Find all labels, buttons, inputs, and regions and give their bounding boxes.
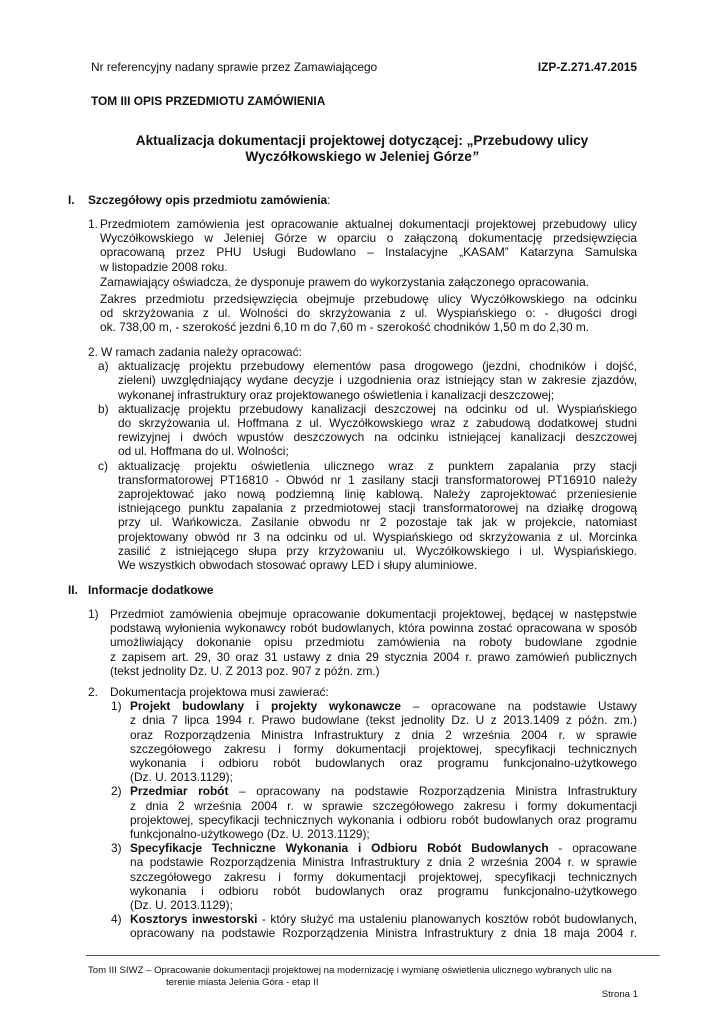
text-line [130,699,637,713]
text-line: opracowany na podstawie Rozporządzenia Ministra Infrastruktury z dnia 18 maja 2004 r. [130,926,637,941]
text-line: podstawą wyłonienia wykonawcy robót budowlanych, która powinna zostać opracowana w sposób [110,621,637,636]
text-line: z zapisem art. 29, 30 oraz 31 ustawy z dnia 29 stycznia 2004 r. prawo zamówień publicznych [110,649,637,664]
text-line: szczegółowego zakresu i formy dokumentacji projektowej, specyfikacji technicznych [130,741,637,756]
section-2-item-2 [110,685,637,699]
document-title-line1: Aktualizacja dokumentacji projektowej dotyczącej: „Przebudowy ulicy [135,133,589,148]
list-number: 2. [88,685,98,699]
text-line: wykonania i odbioru robót budowlanych oraz programu funkcjonalno-użytkowego [130,755,637,770]
section-2-item-1 [110,607,637,678]
text-line: od skrzyżowania z ul. Wolności do skrzyżowania z ul. Wyspiańskiego o: - długości drogi [100,306,637,321]
volume-title: TOM III OPIS PRZEDMIOTU ZAMÓWIENIA [91,94,326,108]
section-2-heading: Informacje dodatkowe [88,583,214,597]
text-line: przy ul. Wańkowicza. Zasilanie obwodu nr 2 pozostaje tak jak w projekcie, natomiast [118,515,637,530]
text-line: (Dz. U. 2013.1129); [130,897,233,912]
section-1-item-2c [118,459,637,573]
section-2-sub-3 [130,841,637,912]
list-number: c) [98,458,108,473]
text-line: projektowej, specyfikacji technicznych wykonania i odbioru robót budowlanych oraz programu [130,812,637,827]
section-1-item-2b [118,402,637,459]
text-line: funkcjonalno-użytkowego (Dz. U. 2013.1129); [130,826,370,841]
text-line: aktualizację projektu przebudowy kanalizacji deszczowej na odcinku od ul. Wyspiańskiego [118,401,637,416]
text-line: (Dz. U. 2013.1129); [130,770,233,785]
footer-divider [86,955,660,956]
text-line [130,912,637,926]
footer-text-line1: Tom III SIWZ – Opracowanie dokumentacji projektowej na modernizację i wymianę oświetlenia ulicznego wybranych ulic na [88,965,612,976]
text-line [130,841,637,855]
text-line: zasilić z istniejącego słupa przy krzyżowaniu ul. Wyczółkowskiego i ul. Wyspiańskiego. [118,543,637,558]
section-1-number: I. [68,193,75,207]
text-line: We wszystkich obwodach stosować oprawy LED i słupy aluminiowe. [118,557,478,572]
bold-lead-text: Specyfikacje Techniczne Wykonania i Odbioru Robót Budowlanych [130,841,549,856]
text-line: Przedmiot zamówienia obejmuje opracowanie dokumentacji projektowej, będącej w następstwie [110,607,637,621]
section-2-sub-1 [130,699,637,784]
reference-label: Nr referencyjny nadany sprawie przez Zamawiającego [91,60,378,74]
text-line: wykonanej infrastruktury oraz projektowanego oświetlenia i kanalizacji deszczowej; [118,387,555,402]
text-line: Zamawiający oświadcza, że dysponuje prawem do wykorzystania załączonego opracowania. [100,275,590,289]
list-number: 1) [88,607,99,621]
text-line: od ul. Hoffmana do ul. Wolności; [118,444,289,459]
text-line: aktualizację projektu oświetlenia ulicznego wraz z punktem zapalania przy stacji [118,458,637,473]
list-number: a) [98,359,109,374]
text-line: rewizyjnej i dwóch wpustów deszczowych na odcinku istniejącej kanalizacji deszczowej [118,430,637,445]
list-number: 3) [111,841,122,856]
text-line: ok. 738,00 m, - szerokość jezdni 6,10 m do 7,60 m - szerokość chodników 1,50 m do 2,30 m. [100,320,590,335]
text-line: Dokumentacja projektowa musi zawierać: [110,685,329,699]
text-line: W ramach zadania należy opracować: [101,345,302,359]
section-1-scope [100,292,637,335]
bold-lead-text: Projekt budowlany i projekty wykonawcze [130,699,402,714]
section-2-sub-2 [130,784,637,841]
list-number: 1) [111,699,122,714]
text-line: szczegółowego zakresu i formy dokumentacji projektowej, specyfikacji technicznych [130,869,637,884]
text-line: istniejącego punktu zapalania z przedmiotowej stacji transformatorowej na działkę drogową [118,501,637,516]
text-line: do skrzyżowania ul. Hoffmana z ul. Wyczółkowskiego wraz z zabudową dodatkowej studni [118,415,637,430]
footer-text-line2: terenie miasta Jelenia Góra - etap II [166,977,319,988]
text-line: z dnia 2 września 2004 r. w sprawie szczegółowego zakresu i formy dokumentacji [130,798,637,813]
section-1-item-2 [101,345,637,359]
text-line: oraz Rozporządzenia Ministra Infrastruktury z dnia 2 września 2004 r. w sprawie [130,727,637,742]
line-text: - opracowane [548,841,638,856]
text-line: transformatorowej PT16810 - Obwód nr 1 zasilany stacji transformatorowej PT16910 należy [118,472,637,487]
text-line: wykonania i odbioru robót budowlanych oraz programu funkcjonalno-użytkowego [130,883,637,898]
text-line: opracowaną przez PHU Usługi Budowlano – Instalacyjne „KASAM” Katarzyna Samulska [100,245,637,260]
section-1-statement [100,275,637,289]
section-1-heading-text: Szczegółowy opis przedmiotu zamówienia [88,193,328,207]
section-1-item-1 [100,217,637,274]
list-number: 4) [111,912,122,927]
text-line: zaprojektować jako nową podziemną linię kablową. Należy zaprojektować przeniesienie [118,486,637,501]
section-2-sub-4 [130,912,637,940]
page-number: Strona 1 [601,989,638,1000]
bold-lead-text: Przedmiar robót [130,784,229,799]
line-text: - który służyć ma ustaleniu planowanych kosztów robót budowlanych, [257,912,637,927]
text-line [130,784,637,798]
text-line: na podstawie Rozporządzenia Ministra Infrastruktury z dnia 2 września 2004 r. w sprawie [130,855,637,870]
text-line: Wyczółkowskiego w Jeleniej Górze w oparciu o załączoną dokumentację przedsięwzięcia [100,231,637,246]
line-text: – opracowany na podstawie Rozporządzenia Ministra Infrastruktury [228,784,637,799]
text-line: z dnia 7 lipca 1994 r. Prawo budowlane (tekst jednolity Dz. U z 2013.1409 z późn. zm.) [130,713,637,728]
section-1-item-2a [118,359,637,402]
title-text: Wyczółkowskiego w Jeleniej Górze [245,149,472,164]
section-2-number: II. [68,583,78,597]
heading-colon: : [327,193,331,207]
text-line: Przedmiotem zamówienia jest opracowanie aktualnej dokumentacji projektowej przebudowy ulicy [100,217,637,231]
list-number: 2) [111,784,122,799]
section-1-heading [88,193,330,207]
title-closing-quote: ” [471,149,479,164]
line-text: – opracowane na podstawie Ustawy [401,699,637,714]
text-line: (tekst jednolity Dz. U. Z 2013 poz. 907 z późn. zm.) [110,663,380,678]
text-line: umożliwiający dokonanie opisu przedmiotu zamówienia na roboty budowlane zgodnie [110,635,637,650]
text-line: aktualizację projektu przebudowy elementów pasa drogowego (jezdni, chodników i dojść, [118,359,637,374]
text-line: zieleni) uwzględniający wydane decyzje i uzgodnienia oraz istniejący stan w zakresie zjazdów, [118,373,637,388]
text-line: w listopadzie 2008 roku. [100,259,228,274]
list-number: 2. [88,345,98,359]
bold-lead-text: Kosztorys inwestorski [130,912,258,927]
list-number: 1. [88,217,98,231]
document-title-line2 [0,149,724,165]
reference-number: IZP-Z.271.47.2015 [537,60,637,74]
text-line: Zakres przedmiotu przedsięwzięcia obejmuje przebudowę ulicy Wyczółkowskiego na odcinku [100,292,637,306]
text-line: projektowany obwód nr 3 na odcinku od ul. Wyspiańskiego od skrzyżowania z ul. Morcinka [118,529,637,544]
list-number: b) [98,401,109,416]
